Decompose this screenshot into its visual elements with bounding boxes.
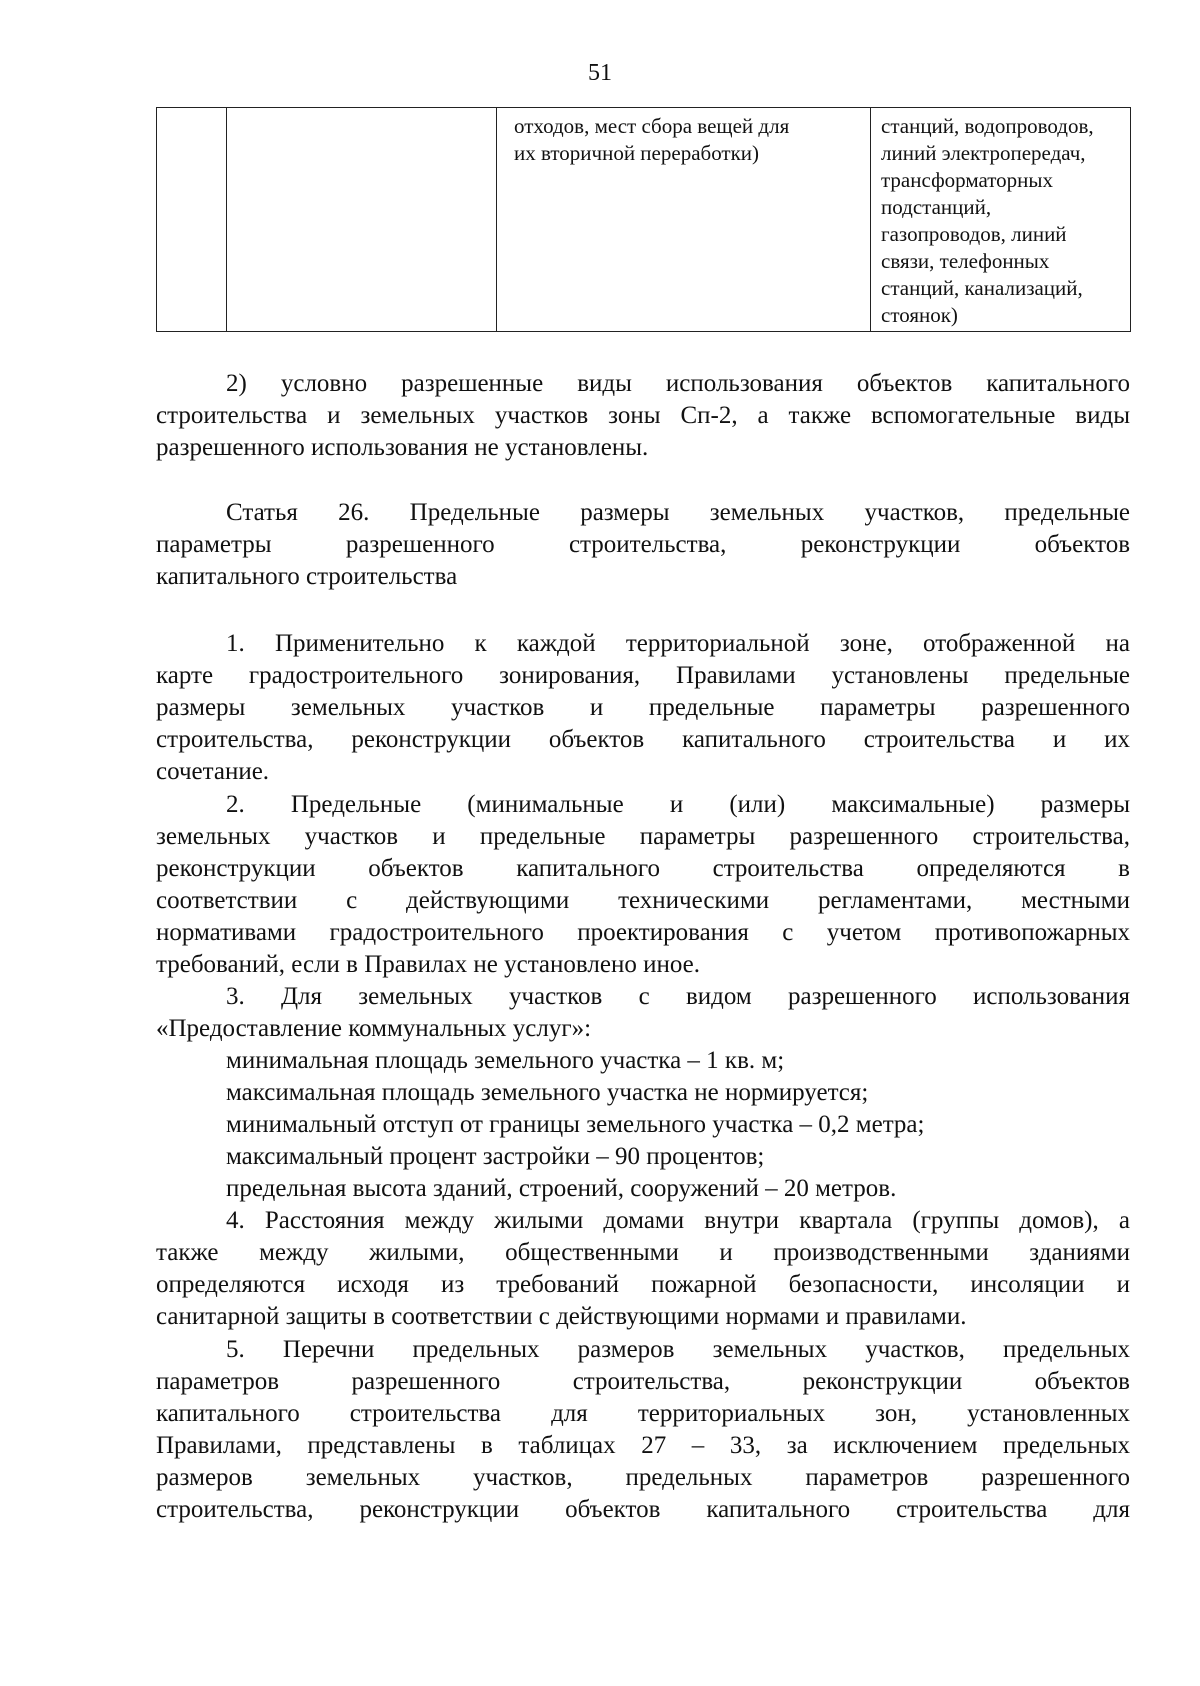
paragraph-line: 2) условно разрешенные виды использования объектов капитального — [226, 370, 1130, 397]
paragraph-line: Правилами, представлены в таблицах 27 – 33, за исключением предельных — [156, 1432, 1130, 1459]
paragraph-line: определяются исходя из требований пожарной безопасности, инсоляции и — [156, 1271, 1130, 1298]
cell-text-line: станций, водопроводов, — [881, 114, 1094, 138]
paragraph-line: 3. Для земельных участков с видом разрешенного использования — [226, 983, 1130, 1010]
list-item: максимальная площадь земельного участка не нормируется; — [226, 1079, 869, 1106]
paragraph-line: строительства, реконструкции объектов капитального строительства для — [156, 1496, 1130, 1523]
paragraph-line: нормативами градостроительного проектирования с учетом противопожарных — [156, 919, 1130, 946]
paragraph-line: капитального строительства для территориальных зон, установленных — [156, 1400, 1130, 1427]
cell-text-line: их вторичной переработки) — [514, 141, 760, 165]
cell-text-line: отходов, мест сбора вещей для — [514, 114, 790, 138]
page-number: 51 — [588, 60, 612, 86]
table-cell-empty-1 — [157, 108, 227, 332]
cell-text-line: подстанций, — [881, 195, 992, 219]
cell-text-line: газопроводов, линий — [881, 222, 1067, 246]
table-cell-3 — [497, 108, 871, 332]
cell-text-line: связи, телефонных — [881, 249, 1050, 273]
table-row — [157, 108, 1131, 332]
list-item: минимальный отступ от границы земельного участка – 0,2 метра; — [226, 1111, 925, 1138]
cell-text-line: линий электропередач, — [881, 141, 1086, 165]
list-item: максимальный процент застройки – 90 процентов; — [226, 1143, 765, 1170]
paragraph-line: параметров разрешенного строительства, реконструкции объектов — [156, 1368, 1130, 1395]
paragraph-line: реконструкции объектов капитального строительства определяются в — [156, 855, 1130, 882]
cell-text-line: стоянок) — [881, 303, 958, 327]
paragraph-line: 1. Применительно к каждой территориальной зоне, отображенной на — [226, 630, 1130, 657]
paragraph-line: 2. Предельные (минимальные и (или) максимальные) размеры — [226, 791, 1130, 818]
paragraph-line: карте градостроительного зонирования, Правилами установлены предельные — [156, 662, 1130, 689]
paragraph-line: 4. Расстояния между жилыми домами внутри квартала (группы домов), а — [226, 1207, 1130, 1234]
list-item: предельная высота зданий, строений, сооружений – 20 метров. — [226, 1175, 897, 1202]
paragraph-line: размеры земельных участков и предельные параметры разрешенного — [156, 694, 1130, 721]
paragraph-line: земельных участков и предельные параметры разрешенного строительства, — [156, 823, 1130, 850]
list-item: минимальная площадь земельного участка – 1 кв. м; — [226, 1047, 785, 1074]
table-cell-empty-2 — [227, 108, 497, 332]
article-heading-line: капитального строительства — [156, 563, 458, 590]
paragraph-line: также между жилыми, общественными и производственными зданиями — [156, 1239, 1130, 1266]
paragraph-line: строительства и земельных участков зоны Сп-2, а также вспомогательные виды — [156, 402, 1130, 429]
article-heading-line: Статья 26. Предельные размеры земельных участков, предельные — [226, 499, 1130, 526]
continuation-table — [156, 107, 1131, 332]
table-cell-4 — [871, 108, 1131, 332]
paragraph-line: 5. Перечни предельных размеров земельных участков, предельных — [226, 1336, 1130, 1363]
article-heading-line: параметры разрешенного строительства, реконструкции объектов — [156, 531, 1130, 558]
paragraph-line: «Предоставление коммунальных услуг»: — [156, 1015, 592, 1042]
paragraph-line: размеров земельных участков, предельных параметров разрешенного — [156, 1464, 1130, 1491]
cell-text-line: трансформаторных — [881, 168, 1054, 192]
paragraph-line: соответствии с действующими техническими регламентами, местными — [156, 887, 1130, 914]
paragraph-line: сочетание. — [156, 758, 270, 785]
paragraph-line: требований, если в Правилах не установлено иное. — [156, 951, 700, 978]
paragraph-line: санитарной защиты в соответствии с действующими нормами и правилами. — [156, 1303, 967, 1330]
paragraph-line: строительства, реконструкции объектов капитального строительства и их — [156, 726, 1130, 753]
cell-text-line: станций, канализаций, — [881, 276, 1083, 300]
paragraph-line: разрешенного использования не установлены. — [156, 434, 649, 461]
